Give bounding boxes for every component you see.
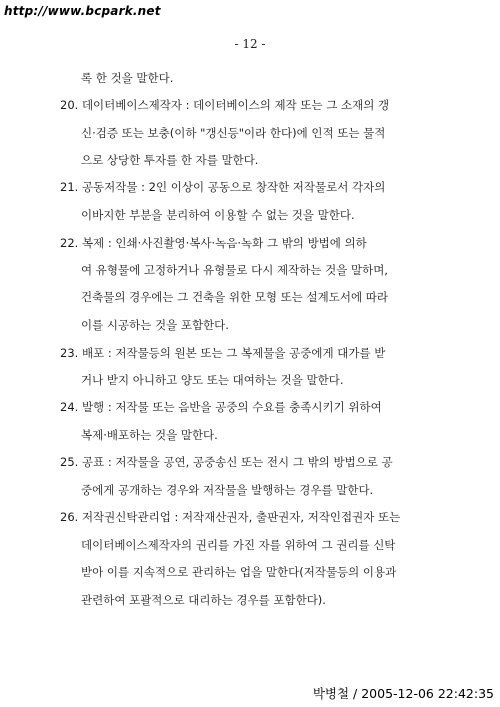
- text-line: 거나 받지 아니하고 양도 또는 대여하는 것을 말한다.: [81, 373, 344, 387]
- text-line: 이바지한 부분을 분리하여 이용할 수 없는 것을 말한다.: [81, 208, 355, 222]
- text-line: 신·검증 또는 보충(이하 "갱신등"이라 한다)에 인적 또는 물적: [81, 126, 386, 140]
- author-timestamp-stamp: 박병철 / 2005-12-06 22:42:35: [312, 686, 494, 701]
- text-line: 24. 발행 : 저작물 또는 음반을 공중의 수요를 충족시키기 위하여: [60, 400, 382, 414]
- text-line: 관련하여 포괄적으로 대리하는 경우를 포함한다).: [81, 593, 326, 607]
- text-line: 으로 상당한 투자를 한 자를 말한다.: [81, 153, 259, 167]
- text-line: 23. 배포 : 저작물등의 원본 또는 그 복제물을 공중에게 대가를 받: [60, 346, 386, 360]
- text-line: 21. 공동저작물 : 2인 이상이 공동으로 창작한 저작물로서 각자의: [60, 180, 386, 194]
- page-number: - 12 -: [234, 37, 266, 51]
- text-line: 받아 이를 지속적으로 관리하는 업을 말한다(저작물등의 이용과: [81, 565, 397, 579]
- text-line: 이를 시공하는 것을 포함한다.: [81, 318, 229, 332]
- text-line: 데이터베이스제작자의 권리를 가진 자를 위하여 그 권리를 신탁: [81, 538, 396, 552]
- text-line: 20. 데이터베이스제작자 : 데이터베이스의 제작 또는 그 소재의 갱: [60, 98, 390, 112]
- text-line: 록 한 것을 말한다.: [81, 71, 174, 85]
- text-line: 25. 공표 : 저작물을 공연, 공중송신 또는 전시 그 밖의 방법으로 공: [60, 455, 393, 469]
- text-line: 복제·배포하는 것을 말한다.: [81, 428, 218, 442]
- text-line: 중에게 공개하는 경우와 저작물을 발행하는 경우를 말한다.: [81, 483, 374, 497]
- text-line: 건축물의 경우에는 그 건축을 위한 모형 또는 설계도서에 따라: [81, 290, 388, 304]
- text-line: 여 유형물에 고정하거나 유형물로 다시 제작하는 것을 말하며,: [81, 263, 388, 277]
- text-line: 26. 저작권신탁관리업 : 저작재산권자, 출판권자, 저작인접권자 또는: [60, 510, 401, 524]
- text-line: 22. 복제 : 인쇄·사진촬영·복사·녹음·녹화 그 밖의 방법에 의하: [60, 236, 367, 250]
- source-url: http://www.bcpark.net: [4, 4, 161, 18]
